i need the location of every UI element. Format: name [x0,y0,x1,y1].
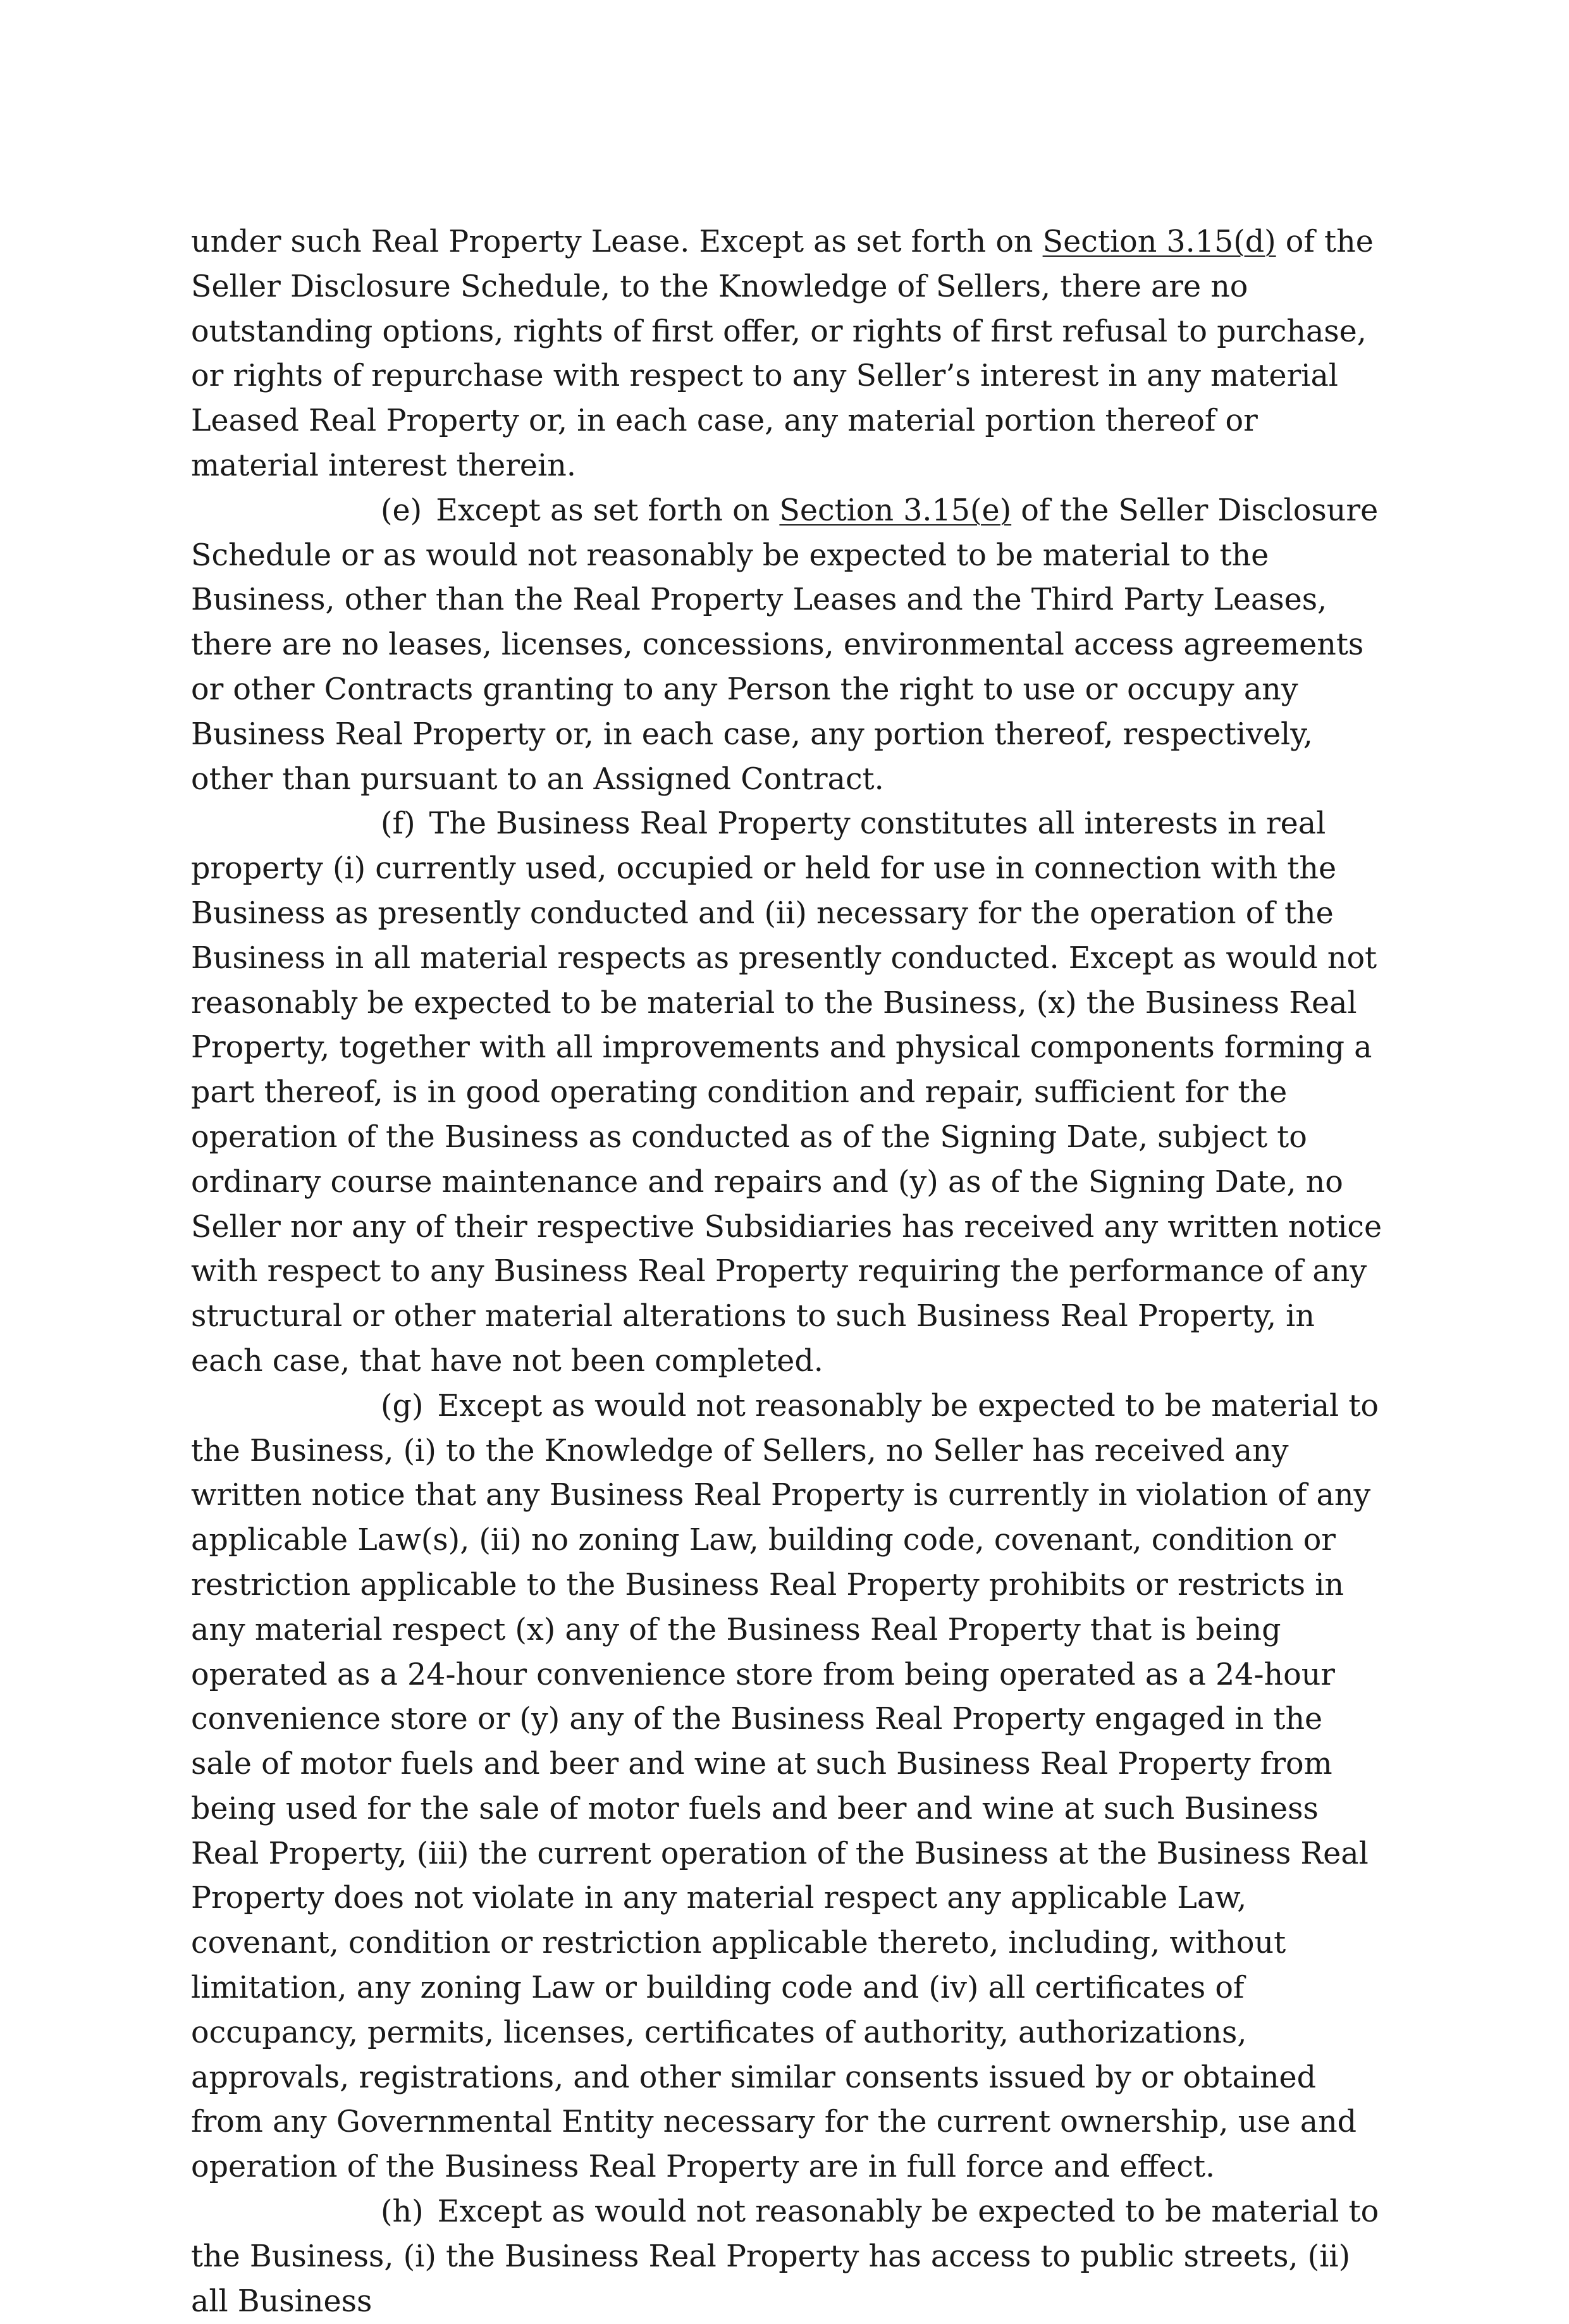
paragraph-f-text: The Business Real Property constitutes all interests in real property (i) currently used, occupied or held for use in connection with the Business as presently conducted and (ii) necessary for the operation of the Business in all material respects as presently conducted. Except as would not reasonably be expected to be material to the Business, (x) the Business Real Property, together with all improvements and physical components forming a part thereof, is in good operating condition and repair, sufficient for the operation of the Business as conducted as of the Signing Date, subject to ordinary course maintenance and repairs and (y) as of the Signing Date, no Seller nor any of their respective Subsidiaries has received any written notice with respect to any Business Real Property requiring the performance of any structural or other material alterations to such Business Real Property, in each case, that have not been completed. [191,806,1382,1379]
paragraph-h [191,2190,1393,2324]
paragraph-d-text-after: of the Seller Disclosure Schedule, to the Knowledge of Sellers, there are no outstanding options, rights of first offer, or rights of first refusal to purchase, or rights of repurchase with respect to any Seller’s interest in any material Leased Real Property or, in each case, any material portion thereof or material interest therein. [191,224,1374,483]
paragraph-e-text-after: of the Seller Disclosure Schedule or as would not reasonably be expected to be material to the Business, other than the Real Property Leases and the Third Party Leases, there are no leases, licenses, concessions, environmental access agreements or other Contracts granting to any Person the right to use or occupy any Business Real Property or, in each case, any portion thereof, respectively, other than pursuant to an Assigned Contract. [191,493,1379,797]
paragraph-f-label: (f) [381,806,415,842]
paragraph-g-label: (g) [381,1388,424,1423]
paragraph-e [191,489,1393,802]
paragraph-d-text-before: under such Real Property Lease. Except as set forth on [191,224,1043,259]
paragraph-g-text: Except as would not reasonably be expected to be material to the Business, (i) to the Knowledge of Sellers, no Seller has received any written notice that any Business Real Property is currently in violation of any applicable Law(s), (ii) no zoning Law, building code, covenant, condition or restriction applicable to the Business Real Property prohibits or restricts in any material respect (x) any of the Business Real Property that is being operated as a 24-hour convenience store from being operated as a 24-hour convenience store or (y) any of the Business Real Property engaged in the sale of motor fuels and beer and wine at such Business Real Property from being used for the sale of motor fuels and beer and wine at such Business Real Property, (iii) the current operation of the Business at the Business Real Property does not violate in any material respect any applicable Law, covenant, condition or restriction applicable thereto, including, without limitation, any zoning Law or building code and (iv) all certificates of occupancy, permits, licenses, certificates of authority, authorizations, approvals, registrations, and other similar consents issued by or obtained from any Governmental Entity necessary for the current ownership, use and operation of the Business Real Property are in full force and effect. [191,1388,1379,2185]
paragraph-g [191,1384,1393,2190]
paragraph-d-continuation [191,220,1393,489]
document-body [191,220,1393,2324]
paragraph-e-text-before: Except as set forth on [436,493,780,528]
section-3-15-d-reference: Section 3.15(d) [1042,224,1276,259]
paragraph-h-label: (h) [381,2194,424,2230]
section-3-15-e-reference: Section 3.15(e) [779,493,1012,528]
paragraph-f [191,802,1393,1384]
paragraph-h-text: Except as would not reasonably be expected to be material to the Business, (i) the Business Real Property has access to public streets, (ii) all Business [191,2194,1379,2319]
paragraph-e-label: (e) [381,493,422,528]
